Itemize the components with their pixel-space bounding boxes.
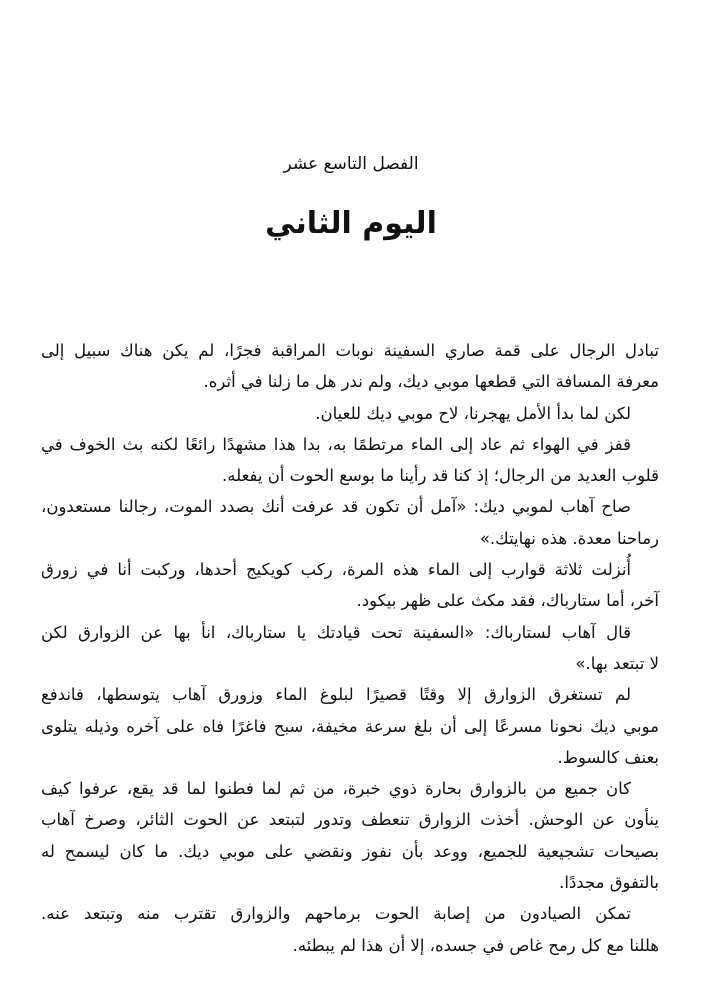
- paragraph: [41, 679, 659, 773]
- text-line: قلوب العديد من الرجال؛ إذ كنا قد رأينا ما بوسع الحوت أن يفعله.: [222, 466, 659, 486]
- text-line: بصيحات تشجيعية للجميع، ووعد بأن نفوز ونقضي على موبي ديك. ما كان ليسمح له: [41, 841, 659, 861]
- chapter-body: [41, 335, 659, 961]
- text-line: تبادل الرجال على قمة صاري السفينة نوبات المراقبة فجرًا، لم يكن هناك سبيل إلى: [41, 341, 659, 360]
- paragraph: [41, 617, 659, 680]
- text-line: بالتفوق مجددًا.: [559, 873, 659, 893]
- chapter-label: الفصل التاسع عشر: [283, 154, 419, 174]
- text-line: لم تستغرق الزوارق إلا وقتًا قصيرًا لبلوغ الماء وزورق آهاب يتوسطها، فاندفع: [41, 685, 631, 705]
- paragraph: [41, 554, 659, 617]
- text-line: أُنزلت ثلاثة قوارب إلى الماء هذه المرة، ركب كويكيج أحدها، وركبت أنا في زورق: [41, 560, 631, 580]
- text-line: تمكن الصيادون من إصابة الحوت برماحهم والزوارق تقترب منه وتبتعد عنه.: [41, 904, 631, 924]
- text-line: ينأون عن الوحش. أخذت الزوارق تنعطف وتدور لتبتعد عن الحوت الثائر، وصرخ آهاب: [41, 810, 659, 830]
- text-line: لا تبتعد بها.»: [575, 653, 659, 673]
- text-line: موبي ديك نحونا مسرعًا إلى أن بلغ سرعة مخيفة، سبح فاغرًا فاه على آخره وذيله يتلوى: [41, 716, 659, 736]
- text-line: آخر، أما ستارباك، فقد مكث على ظهر بيكود.: [356, 591, 659, 611]
- text-line: هللنا مع كل رمح غاص في جسده، إلا أن هذا لم يبطئه.: [292, 935, 659, 955]
- chapter-title: اليوم الثاني: [265, 206, 437, 241]
- text-line: صاح آهاب لموبي ديك: «آمل أن تكون قد عرفت أنك بصدد الموت، رجالنا مستعدون،: [41, 497, 631, 517]
- paragraph: [41, 898, 659, 961]
- paragraph: [41, 491, 659, 554]
- text-line: قفز في الهواء ثم عاد إلى الماء مرتطمًا به، بدا هذا مشهدًا رائعًا لكنه بث الخوف في: [41, 434, 631, 454]
- paragraph: [41, 773, 659, 898]
- text-line: معرفة المسافة التي قطعها موبي ديك، ولم ندر هل ما زلنا في أثره.: [203, 372, 659, 392]
- text-line: كان جميع من بالزوارق بحارة ذوي خبرة، من ثم لما فطنوا لما قد يقع، عرفوا كيف: [41, 779, 631, 799]
- paragraph: [41, 398, 659, 429]
- paragraph: [41, 335, 659, 398]
- paragraph: [41, 429, 659, 492]
- text-line: بعنف كالسوط.: [557, 747, 659, 767]
- text-line: قال آهاب لستارباك: «السفينة تحت قيادتك يا ستارباك، انأ بها عن الزوارق لكن: [41, 622, 631, 642]
- text-line: لكن لما بدأ الأمل يهجرنا، لاح موبي ديك للعيان.: [315, 403, 631, 423]
- text-line: رماحنا معدة. هذه نهايتك.»: [479, 528, 659, 548]
